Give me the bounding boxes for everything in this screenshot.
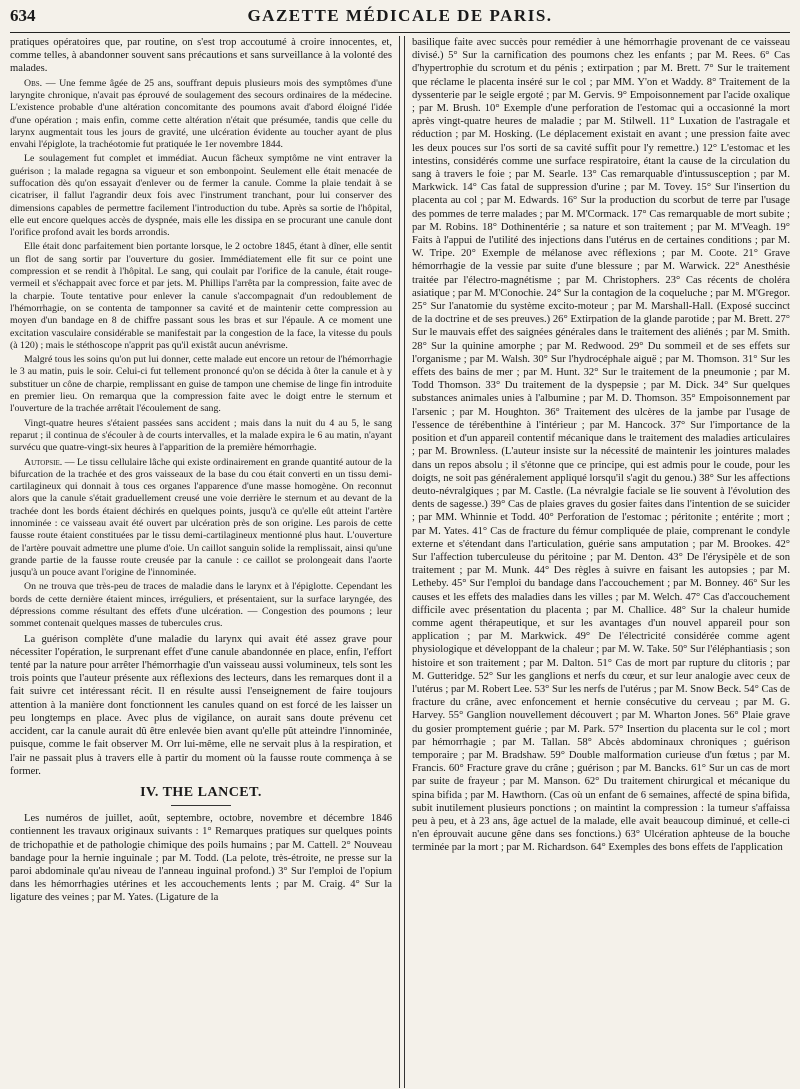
paragraph-intro: pratiques opératoires que, par routine, on s'est trop accoutumé à croire innocentes, et, comme telles, à abandonner souvent sans précautions et sans surveillance à la volonté des malades.	[10, 37, 392, 75]
paragraph-lancet-list-continued: basilique faite avec succès pour remédier à une hémorrhagie provenant de ce vaisseau divisé.) 5° Sur la carnification des poumons chez les enfants ; par M. Rees. 6° Cas d'hypertrophie du scrotum et du pénis ; extirpation ; par M. Brett. 7° Sur le traitement que réclame le placenta inséré sur le col ; par MM. Y'on et Waddy. 8° Traitement de la dyssenterie par le seigle ergoté ; par M. Gervis. 9° Empoisonnement par l'acide oxalique ; par M. Brush. 10° Exemple d'une perforation de l'estomac qui a occasionné la mort après vingt-quatre heures de maladie ; par M. Stilwell. 11° Luxation de l'astragale et réduction ; par M. Hosking. (Le déplacement existait en avant ; une pression faite avec les deux pouces sur l'os sorti de sa cavité suffit pour l'y remettre.) 12° L'estomac et les intestins, considérés comme une surface respiratoire, étant la cause de la circulation du sang à travers le foie ; par M. Searle. 13° Cas remarquable d'intussusception ; par M. Markwick. 14° Cas fatal de suppression d'urine ; par M. Tovey. 15° Sur l'insertion du placenta au col ; par M. Edwards. 16° Sur la production du scorbut de terre par l'usage des pommes de terre malades ; par M. M'Cormack. 17° Cas remarquable de mort subite ; par M. Robins. 18° Dothinentérie ; sa nature et son traitement ; par M. M'Veagh. 19° Faits à l'appui de l'utilité des injections dans l'utérus en de certaines conditions ; par M. W. Tripe. 20° Exemple de mélanose avec réflexions ; par M. Coote. 21° Grave hémorrhagie de la vessie par suite d'une blessure ; par M. Warwick. 22° Anesthésie traitée par l'électro-magnétisme ; par M. Christophers. 23° Cas récents de choléra asiatique ; par M. M'Conochie. 24° Sur la contagion de la coqueluche ; par M. M'Gregor. 25° Sur l'anatomie du système excito-moteur ; par M. Marshall-Hall. (Exposé succinct de la doctrine et de ses preuves.) 26° Extirpation de la glande parotide ; par M. Brett. 27° Sur le mauvais effet des saignées générales dans le traitement des aliénés ; par M. Smith. 28° Sur la quinine amorphe ; par M. Redwood. 29° Du sommeil et de ses effets sur l'organisme ; par M. Walsh. 30° Sur l'hydrocéphale aiguë ; par M. Thomson. 31° Sur les effets des bains de mer ; par M. Hunt. 32° Sur le traitement de la pneumonie ; par M. Todd Thomson. 33° Du traitement de la dyspepsie ; par M. Dick. 34° Sur quelques substances animales unies à l'albumine ; par M. D. Thomson. 35° Empoisonnement par l'arsenic ; par M. Houghton. 36° Traitement des ulcères de la jambe par l'usage de l'essence de térébenthine à l'intérieur ; par M. Hancock. 37° Sur l'importance de la position et d'un appareil contentif mécanique dans le traitement des maladies articulaires ; par M. Brownless. (L'auteur insiste sur la nécessité de maintenir les jointures malades dans un repos absolu ; il s'étonne que ce principe, qui est admis pour le coude, pour les doigts, ne soit pas généralement appliqué lorsqu'il s'agit du genou.) 38° Sur les affections deuto-névralgiques ; par M. Castle. (La névralgie faciale se lie souvent à l'évolution des dents de sagesse.) 39° Cas de plaies graves du gosier faites dans l'intention de se suicider ; par MM. Whinnie et Todd. 40° Perforation de l'estomac ; péritonite ; entérite ; mort ; par M. Yates. 41° Cas de fracture du fémur compliquée de plaie, comprenant le condyle externe et s'étendant dans l'articulation, guérie sans amputation ; par M. Brookes. 42° Sur l'affection tuberculeuse du péritoine ; par M. Denton. 43° De l'érysipèle et de son traitement ; par M. Munk. 44° Des règles à suivre en faisant les autopsies ; par M. Letheby. 45° Sur l'emploi du bandage dans l'accouchement ; par M. Bonney. 46° Sur les causes et les effets des maladies dans les villes ; par M. Welch. 47° Cas d'accouchement difficile avec présentation du placenta ; par M. Challice. 48° Sur la chaleur humide comme agent thérapeutique, et sur les avantages d'un nouvel appareil pour son application ; par M. Markwick. 49° De l'électricité considérée comme agent physiologique et développant de la chaleur ; par M. W. Take. 50° Sur l'éléphantiasis ; son histoire et son traitement ; par M. Dalton. 51° Cas de mort par rupture du clitoris ; par M. Gutteridge. 52° Sur les ganglions et nerfs du cœur, et sur leur analogie avec ceux de l'utérus ; par M. Robert Lee. 53° Sur les nerfs de l'utérus ; par M. Snow Beck. 54° Cas de fracture du crâne, avec enfoncement et hernie consécutive du cerveau ; par M. G. Harvey. 55° Ganglion nouvellement découvert ; par M. Wharton Jones. 56° Plaie grave du gosier promptement guérie ; par M. Park. 57° Insertion du placenta sur le col ; mort par hémorrhagie ; par M. Tallan. 58° Abcès abdominaux chroniques ; guérison temporaire ; par M. Bradshaw. 59° Double malformation curieuse d'un fœtus ; par M. Francis. 60° Fracture grave du crâne ; guérison ; par M. Bancks. 61° Sur un cas de mort par suite de frayeur ; par M. Manson. 62° Du traitement chirurgical et mécanique du spina bifida ; par M. Hawthorn. (Cas où un enfant de 6 semaines, affecté de spina bifida, subit inutilement plusieurs ponctions ; on maintint la compression : la tumeur s'affaissa peu à peu, et à 23 ans, âge actuel de la malade, elle avait beaucoup diminué, et celle-ci n'en éprouvait aucune gêne dans ses fonctions.) 63° Ulcération aphteuse de la bouche terminée par la mort ; par M. Richardson. 64° Exemples des bons effets de l'application	[412, 37, 790, 854]
paragraph-observation	[10, 78, 392, 152]
text-columns	[10, 36, 790, 1088]
paragraph-death: Vingt-quatre heures s'étaient passées sans accident ; mais dans la nuit du 4 au 5, le sang reparut ; il continua de s'écouler à de courts intervalles, et la malade expira le 6 au matin, n'ayant survécu que quatre-vingt-six heures à l'apparition de la première hémorrhagie.	[10, 417, 392, 454]
paragraph-findings: On ne trouva que très-peu de traces de maladie dans le larynx et à l'épiglotte. Cependant les bords de cette dernière étaient minces, irréguliers, et présentaient, sur la surface laryngée, des dépressions comme résultant des effets d'une ulcération. — Congestion des poumons ; leur sommet contenait quelques masses de tubercules crus.	[10, 581, 392, 630]
paragraph-commentary: La guérison complète d'une maladie du larynx qui avait été assez grave pour nécessiter l'opération, le surprenant effet d'une canule abandonnée en place, enfin, l'effort tenté par la nature pour arrêter l'hémorrhagie d'un vaisseau aussi volumineux, tels sont les trois points que l'auteur présente aux réflexions des lecteurs, dans les remarques dont il a fait suivre cet intéressant récit. Il en résulte aussi l'enseignement de faire toujours attention à la manière dont fonctionnent les canules quand on est forcé de les laisser un peu longtemps en place. Avec plus de vigilance, on aurait sans doute prévenu cet accident, car la canule aurait dû être enlevée bien avant qu'elle pût atteindre l'innominée, puisque, comme le fait observer M. Orr lui-même, elle ne servait plus à la respiration, et l'air ne passait plus à travers elle à partir du moment où la fausse route commença à se former.	[10, 633, 392, 777]
page-number: 634	[10, 6, 36, 25]
observation-lead: Obs.	[24, 77, 43, 89]
paragraph-lancet-list: Les numéros de juillet, août, septembre, octobre, novembre et décembre 1846 contiennent les travaux originaux suivants : 1° Remarques pratiques sur quelques points de trichopathie et de pathologie chimique des poils humains ; par M. Cattell. 2° Nouveau bandage pour la hernie inguinale ; par M. Todd. (La pelote, très-étroite, ne presse sur la paroi abdominale qu'au niveau de l'anneau inguinal profond.) 3° Sur l'emploi de l'opium dans les hémorrhagies utérines et les accouchements lents ; par M. Craig. 4° Sur la ligature des veines ; par M. Yates. (Ligature de la	[10, 813, 392, 904]
paragraph-autopsy	[10, 457, 392, 580]
autopsy-lead: Autopsie.	[24, 456, 63, 468]
right-column	[405, 36, 790, 1088]
left-column	[10, 36, 399, 1088]
observation-text: — Une femme âgée de 25 ans, souffrant depuis plusieurs mois des symptômes d'une laryngite chronique, n'avait pas éprouvé de soulagement des secours ordinaires de la médecine. L'existence probable d'une altération concomitante des poumons avait d'abord éloigné l'idée d'une opération ; mais enfin, comme cette altération n'était que présumée, tandis que celle du larynx augmentait tous les jours de gravité, une ulcération évidente au toucher ayant de plus envahi l'épiglote, la trachéotomie fut pratiquée le 1er novembre 1844.	[10, 77, 392, 151]
autopsy-text: — Le tissu cellulaire lâche qui existe ordinairement en grande quantité autour de la bifurcation de la trachée et des gros vaisseaux de la base du cou était converti en un tissu demi-cartilagineux qui donnait à tous ces organes l'apparence d'une masse homogène. On reconnut alors que la canule s'était graduellement creusé une voie derrière le sternum et au devant de la trachée dont les bords étaient déchirés en quelques points, jusqu'à ce qu'elle eût atteint l'artère innominée : ce vaisseau avait été ouvert par ulcération près de son origine. Les parois de cette fausse route étaient constituées par le tissu demi-cartilagineux mentionné plus haut. L'ouverture de l'artère pouvait admettre une plume d'oie. Un caillot sanguin solide la remplissait, ainsi qu'une grande partie de la fausse route creusée par la canule : ce caillot se prolongeait dans l'aorte jusqu'à un pouce avant l'origine de l'innominée.	[10, 456, 392, 579]
paragraph-recurrence: Malgré tous les soins qu'on put lui donner, cette malade eut encore un retour de l'hémorrhagie le 3 au matin, puis le soir. Celui-ci fut tellement prononcé qu'on se décida à ôter la canule et à y substituer un cône de charpie, remplissant en guise de tampon une chemise de linge fin introduite en premier lieu. On remarqua que la compression faite avec le doigt entre le sternum et l'ouverture de la trachée arrêtait l'écoulement de sang.	[10, 354, 392, 415]
section-heading: IV. THE LANCET.	[140, 784, 262, 800]
section-divider	[171, 805, 231, 806]
paragraph-relief: Le soulagement fut complet et immédiat. Aucun fâcheux symptôme ne vint entraver la guérison ; la malade regagna sa vigueur et son embonpoint. Seulement elle était menacée de suffocation dès qu'on essayait d'enlever ou de fermer la canule. Comme la plaie tendait à se cicatriser, il fallut l'agrandir deux fois avec l'instrument tranchant, pour lui conserver des dimensions capables de permettre facilement l'introduction du tube. Après sa sortie de l'hôpital, elle eut encore quelques accès de dyspnée, mais elle les dissipa en se procurant une canule dont l'orifice profond avait les bords arrondis.	[10, 153, 392, 239]
page-header	[10, 6, 790, 33]
case-report	[10, 78, 392, 631]
paragraph-hemorrhage: Elle était donc parfaitement bien portante lorsque, le 2 octobre 1845, étant à dîner, elle sentit un flot de sang sortir par l'ouverture du gosier. Immédiatement elle fit sur ce point une compression et se rendit à l'hôpital. Le sang, qui coulait par l'orifice de la canule, était rouge-vermeil et s'échappait avec force et par jets. M. Phillips l'arrêta par la compression, faite avec de la charpie. Toute tentative pour enlever la canule s'accompagnait d'un redoublement de l'hémorrhagie, on se contenta de tamponner sa cavité et de maintenir cette compression au moyen d'un bandage en 8 de chiffre passant sous les bras et sur l'épaule. A ce moment une excitation vasculaire considérable se manifestait par la congestion de la face, la vitesse du pouls (à 120) ; mais le stéthoscope n'apprit pas qu'il existât aucun anévrisme.	[10, 241, 392, 351]
journal-title: GAZETTE MÉDICALE DE PARIS.	[247, 6, 553, 25]
